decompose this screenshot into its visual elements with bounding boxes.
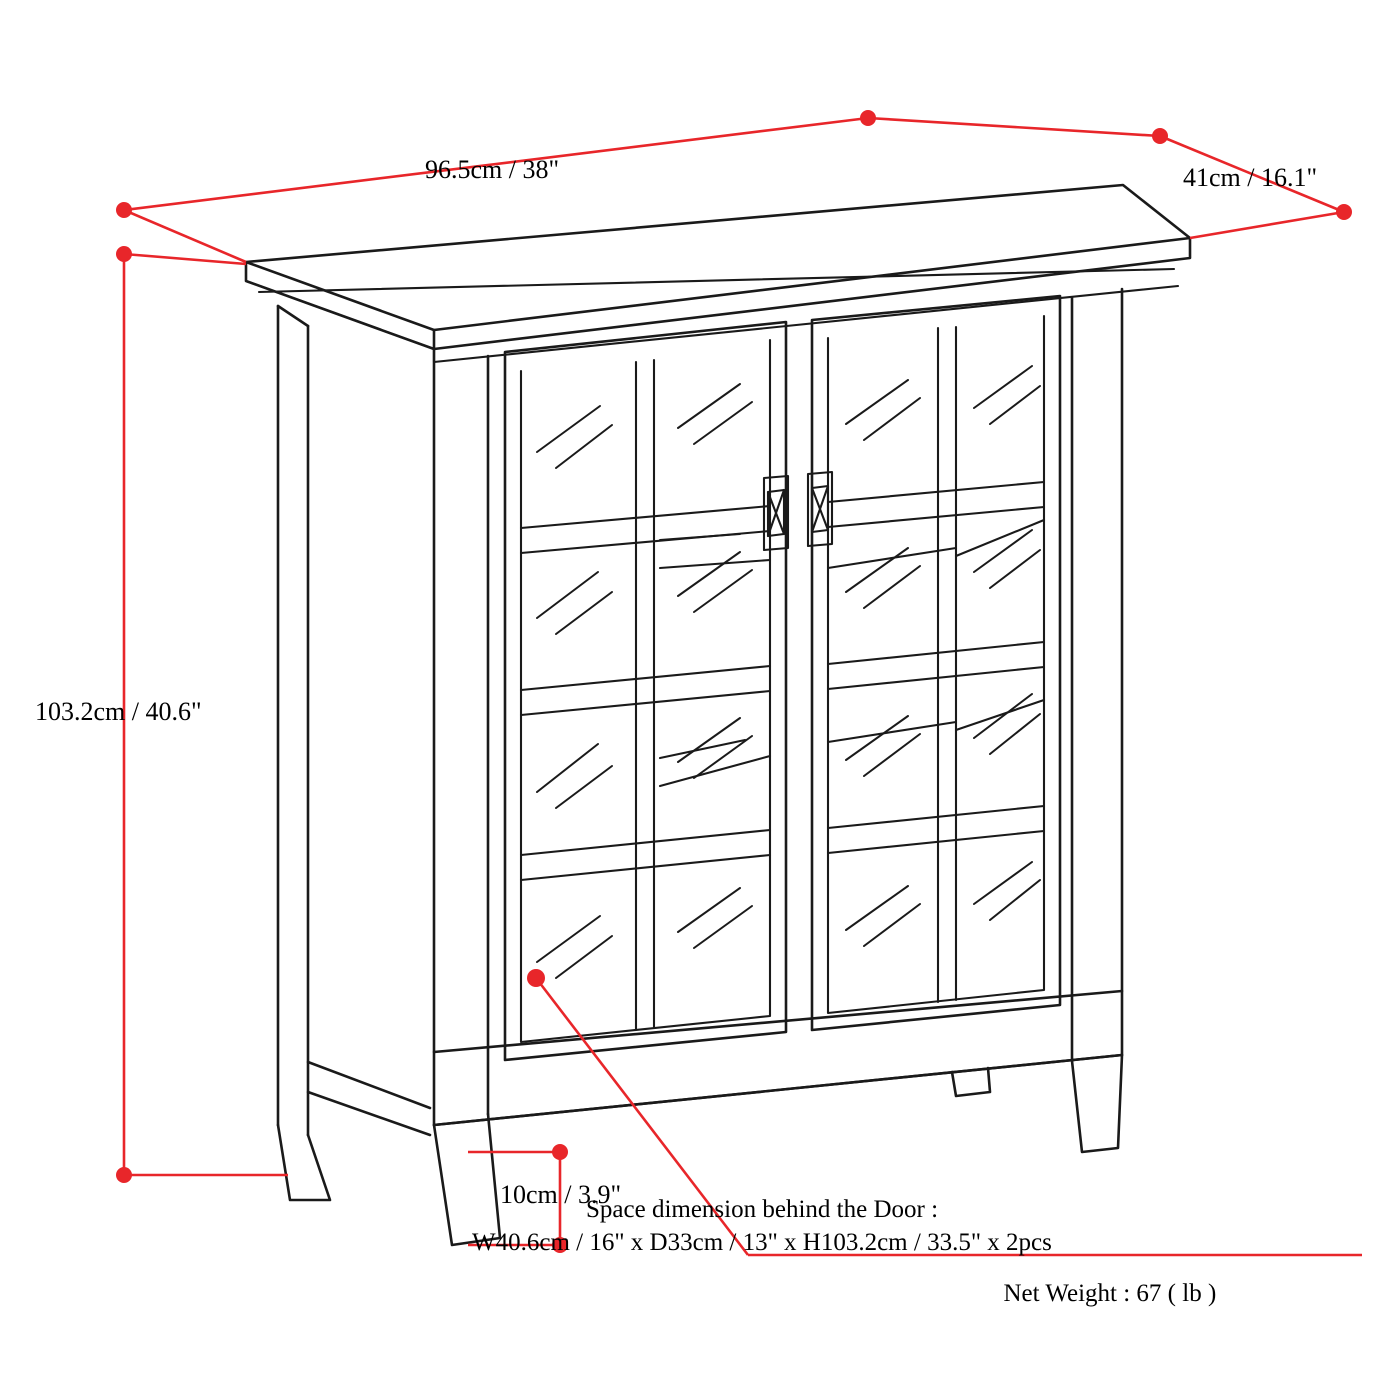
dimension-label-height: 103.2cm / 40.6" [35,697,202,726]
cabinet-top-panel [246,185,1190,362]
right-door [812,296,1060,1030]
dimension-width-leader [124,118,1123,262]
note-space-behind-door-title: Space dimension behind the Door : [586,1196,939,1223]
cabinet-front-frame [434,289,1122,1245]
left-door [505,322,786,1060]
note-net-weight: Net Weight : 67 ( lb ) [1003,1280,1217,1307]
dimension-label-base-clearance: 10cm / 3.9" [500,1180,622,1209]
dimension-label-depth: 41cm / 16.1" [1183,163,1318,192]
cabinet-left-side [246,281,430,1200]
note-space-behind-door-value: W40.6cm / 16" x D33cm / 13" x H103.2cm / 33.5" x 2pcs [472,1229,1052,1256]
dimension-label-width: 96.5cm / 38" [425,155,560,184]
dimension-width [116,110,1160,218]
door-handles [764,472,832,550]
